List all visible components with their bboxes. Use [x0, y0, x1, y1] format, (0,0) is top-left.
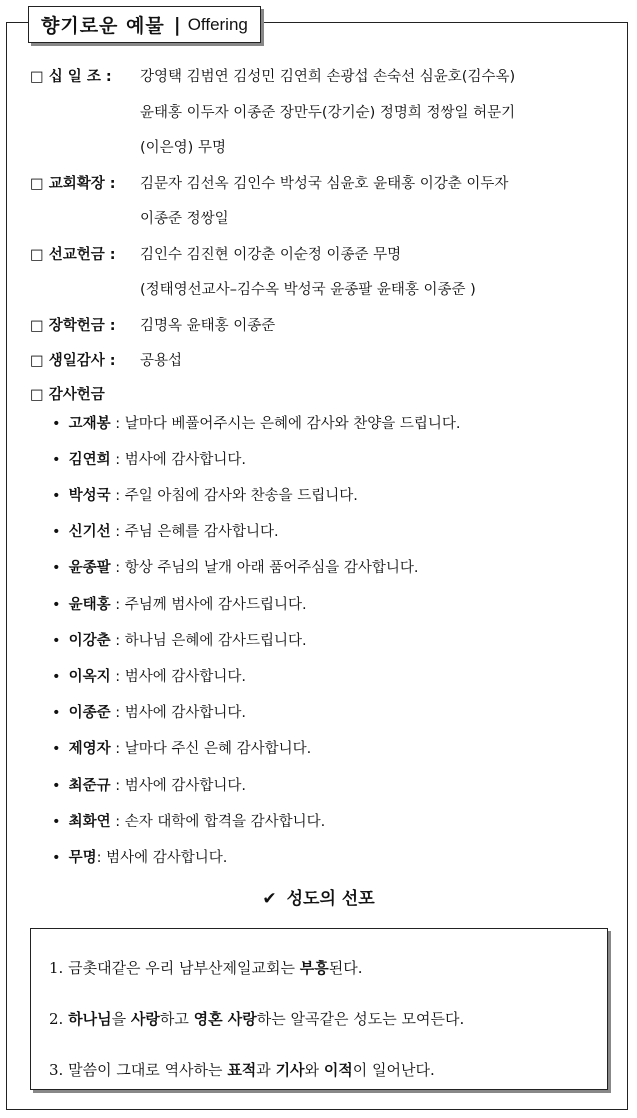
- giver-name: 최준규: [68, 777, 111, 794]
- checkbox-icon: □: [30, 353, 44, 369]
- entry-names-line: 김문자 김선옥 김인수 박성국 심윤호 윤태홍 이강춘 이두자: [140, 175, 509, 192]
- thanks-offering-list: [30, 406, 610, 877]
- entry-names-line: 김명옥 윤태홍 이종준: [140, 317, 276, 334]
- giver-name: 박성국: [68, 487, 111, 504]
- thanks-item: [52, 768, 610, 804]
- declaration-number: 1.: [49, 959, 64, 977]
- entry-label: [30, 167, 140, 238]
- thanks-offering-label: 감사헌금: [48, 386, 105, 403]
- giver-name: 윤태홍: [68, 596, 111, 613]
- emphasis-text: 영혼 사랑: [193, 1010, 257, 1028]
- entry-label: [30, 238, 140, 309]
- thanks-item: [52, 695, 610, 731]
- giver-name: 고재봉: [68, 415, 111, 432]
- bullet-icon: •: [52, 451, 61, 468]
- offering-entry: [30, 309, 610, 345]
- entry-label-text: 십 일 조 :: [48, 69, 112, 85]
- emphasis-text: 사랑: [130, 1010, 160, 1028]
- entry-label-text: 장학헌금 :: [48, 317, 116, 334]
- bullet-icon: •: [52, 524, 61, 541]
- giver-name: 이종준: [68, 705, 111, 722]
- entry-names-line: 강영택 김범연 김성민 김연희 손광섭 손숙선 심윤호(김수옥): [140, 69, 516, 85]
- giver-name: 이옥지: [68, 668, 111, 685]
- declaration-title-text: 성도의 선포: [286, 889, 375, 909]
- separator: :: [96, 849, 107, 866]
- thanks-item: [52, 804, 610, 840]
- declaration-line: [49, 943, 607, 994]
- declaration-box: [30, 928, 608, 1090]
- entry-names: [140, 309, 610, 345]
- entry-label-text: 생일감사 :: [48, 353, 116, 369]
- declaration-text: 말씀이 그대로 역사하는: [68, 1061, 228, 1079]
- thanks-item: [52, 587, 610, 623]
- declaration-text: 과: [256, 1061, 276, 1079]
- entry-names: [140, 167, 610, 238]
- thanks-message: 항상 주님의 날개 아래 품어주심을 감사합니다.: [124, 560, 419, 577]
- entry-names-line: 이종준 정쌍일: [140, 211, 229, 227]
- entry-names-line: (이은영) 무명: [140, 140, 226, 156]
- giver-name: 이강춘: [68, 632, 111, 649]
- declaration-title: [0, 884, 637, 909]
- entry-names-line: 윤태홍 이두자 이종준 장만두(강기순) 정명희 정쌍일 허문기: [140, 104, 516, 121]
- emphasis-text: 이적: [323, 1061, 353, 1079]
- section-header: [28, 6, 261, 43]
- thanks-message: 손자 대학에 합격을 감사합니다.: [124, 813, 326, 830]
- entry-label: [30, 309, 140, 345]
- entry-names-line: (정태영선교사–김수옥 박성국 윤종팔 윤태홍 이종준 ): [140, 282, 476, 298]
- entry-label-text: 교회확장 :: [48, 175, 116, 192]
- separator: :: [110, 524, 125, 541]
- bullet-icon: •: [52, 487, 61, 504]
- checkbox-icon: □: [30, 69, 44, 85]
- declaration-number: 2.: [49, 1010, 64, 1028]
- thanks-item: [52, 659, 610, 695]
- entry-names: [140, 238, 610, 309]
- thanks-item: [52, 550, 610, 586]
- bullet-icon: •: [52, 415, 61, 432]
- separator: :: [110, 741, 125, 758]
- thanks-message: 범사에 감사합니다.: [124, 668, 246, 685]
- giver-name: 무명: [68, 849, 97, 866]
- thanks-message: 하나님 은혜에 감사드립니다.: [124, 632, 307, 649]
- declaration-text: 와: [304, 1061, 324, 1079]
- giver-name: 윤종팔: [68, 560, 111, 577]
- entry-names-line: 김인수 김진현 이강춘 이순정 이종준 무명: [140, 246, 402, 263]
- thanks-offering-heading: [30, 384, 610, 406]
- thanks-message: 범사에 감사합니다.: [124, 777, 246, 794]
- bullet-icon: •: [52, 596, 61, 613]
- declaration-text: 된다.: [328, 959, 363, 977]
- thanks-item: [52, 731, 610, 767]
- thanks-message: 주일 아침에 감사와 찬송을 드립니다.: [124, 487, 358, 504]
- separator: :: [110, 668, 125, 685]
- bullet-icon: •: [52, 632, 61, 649]
- declaration-text: 하는 알곡같은 성도는 모여든다.: [256, 1010, 465, 1028]
- checkbox-icon: □: [30, 317, 44, 334]
- separator: :: [110, 705, 125, 722]
- thanks-message: 날마다 베풀어주시는 은혜에 감사와 찬양을 드립니다.: [124, 415, 461, 432]
- thanks-message: 범사에 감사합니다.: [124, 451, 246, 468]
- entry-names: [140, 344, 610, 380]
- check-icon: ✔: [262, 889, 277, 909]
- offering-entry: [30, 60, 610, 167]
- giver-name: 신기선: [68, 524, 111, 541]
- thanks-item: [52, 514, 610, 550]
- separator: :: [110, 813, 125, 830]
- entry-names-line: 공용섭: [140, 353, 183, 369]
- declaration-line: [49, 1045, 607, 1096]
- offering-content: [30, 60, 610, 876]
- thanks-item: [52, 442, 610, 478]
- entry-names: [140, 60, 610, 167]
- separator: :: [110, 632, 125, 649]
- offering-entry: [30, 238, 610, 309]
- offering-entry: [30, 344, 610, 380]
- header-title-korean: 향기로운 예물: [41, 15, 165, 37]
- bullet-icon: •: [52, 849, 61, 866]
- declaration-text: 이 일어난다.: [352, 1061, 435, 1079]
- separator: :: [110, 777, 125, 794]
- bullet-icon: •: [52, 705, 61, 722]
- thanks-message: 주님 은혜를 감사합니다.: [124, 524, 279, 541]
- giver-name: 김연희: [68, 451, 111, 468]
- emphasis-text: 부흥: [299, 959, 329, 977]
- giver-name: 최화연: [68, 813, 111, 830]
- separator: :: [110, 596, 125, 613]
- separator: :: [110, 487, 125, 504]
- separator: :: [110, 415, 125, 432]
- declaration-line: [49, 994, 607, 1045]
- thanks-message: 주님께 범사에 감사드립니다.: [124, 596, 307, 613]
- bullet-icon: •: [52, 560, 61, 577]
- checkbox-icon: □: [30, 386, 44, 403]
- giver-name: 제영자: [68, 741, 111, 758]
- thanks-item: [52, 623, 610, 659]
- thanks-message: 범사에 감사합니다.: [106, 849, 228, 866]
- entry-label-text: 선교헌금 :: [48, 246, 116, 263]
- checkbox-icon: □: [30, 246, 44, 263]
- declaration-text: 금촛대같은 우리 남부산제일교회는: [68, 959, 300, 977]
- thanks-item: [52, 478, 610, 514]
- declaration-number: 3.: [49, 1061, 64, 1079]
- checkbox-icon: □: [30, 175, 44, 192]
- thanks-item: [52, 406, 610, 442]
- thanks-item: [52, 840, 610, 876]
- declaration-text: 하고: [159, 1010, 194, 1028]
- emphasis-text: 하나님: [68, 1010, 112, 1028]
- bullet-icon: •: [52, 777, 61, 794]
- thanks-message: 범사에 감사합니다.: [124, 705, 246, 722]
- separator: :: [110, 560, 125, 577]
- declaration-text: 을: [111, 1010, 131, 1028]
- header-separator: |: [173, 13, 181, 36]
- bullet-icon: •: [52, 813, 61, 830]
- entry-label: [30, 344, 140, 380]
- entry-label: [30, 60, 140, 167]
- bullet-icon: •: [52, 668, 61, 685]
- emphasis-text: 표적: [227, 1061, 257, 1079]
- emphasis-text: 기사: [275, 1061, 305, 1079]
- offering-entry: [30, 167, 610, 238]
- thanks-message: 날마다 주신 은혜 감사합니다.: [124, 741, 312, 758]
- separator: :: [110, 451, 125, 468]
- header-title-english: Offering: [187, 14, 248, 34]
- offering-entries: [30, 60, 610, 380]
- bullet-icon: •: [52, 741, 61, 758]
